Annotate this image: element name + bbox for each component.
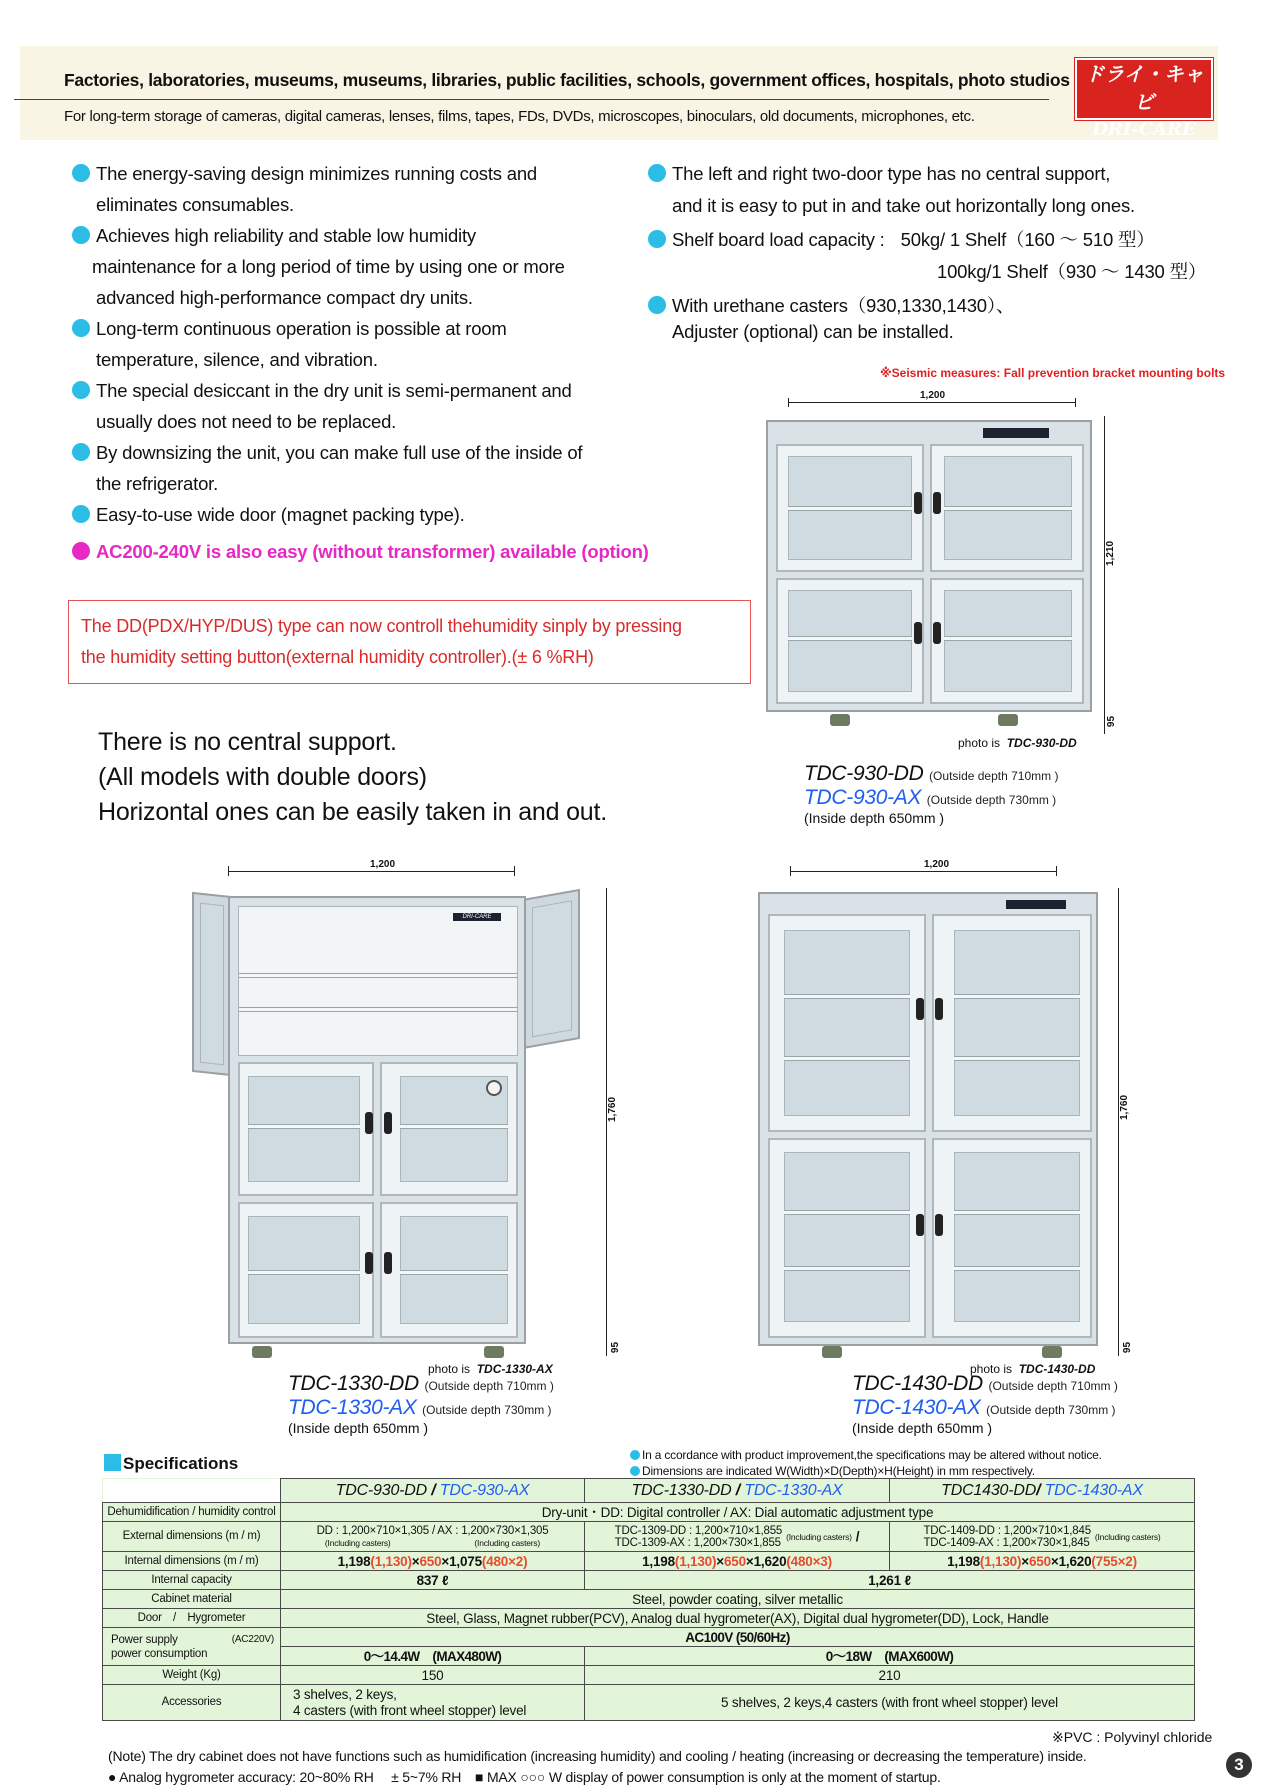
feature-item: With urethane casters（930,1330,1430）、: [648, 293, 1206, 319]
cabinet-1430-drawing: 1,200 1,760 95 photo is TDC-1430-DD: [752, 866, 1152, 1386]
caster-icon: [252, 1346, 272, 1358]
caster-icon: [484, 1346, 504, 1358]
table-row: Power supply (AC220V) power consumption AC100V (50/60Hz): [103, 1628, 1195, 1647]
table-row: Dehumidification / humidity control Dry-unit・DD: Digital controller / AX: Dial automatic adjustment type: [103, 1503, 1195, 1522]
bullet-icon: [72, 443, 90, 461]
door-handle: [384, 1252, 392, 1274]
cabinet-body: [758, 892, 1098, 1346]
pvc-note: ※PVC : Polyvinyl chloride: [1052, 1729, 1213, 1745]
caster-icon: [822, 1346, 842, 1358]
footer-accuracy-note: ● Analog hygrometer accuracy: 20~80% RH ± 5~7% RH ■ MAX ○○○ W display of power consumption is only at the moment of startup.: [108, 1769, 941, 1785]
feature-item-load: Shelf board load capacity : 50kg/ 1 Shelf（160 ～ 510 型）: [648, 223, 1206, 257]
door-handle: [365, 1252, 373, 1274]
hygrometer-display: [1006, 900, 1066, 909]
photo-caption: photo is TDC-930-DD: [958, 736, 1077, 750]
feature-item: Easy-to-use wide door (magnet packing type).: [72, 499, 649, 530]
bullet-icon: [648, 230, 666, 248]
photo-caption: photo is TDC-1430-DD: [970, 1362, 1096, 1376]
door-handle: [933, 492, 941, 514]
humidity-control-note: The DD(PDX/HYP/DUS) type can now controll thehumidity sinply by pressing the humidity setting button(external humidity controller).(± 6 %RH): [68, 600, 751, 684]
door-handle: [935, 998, 943, 1020]
dial-hygrometer-icon: [486, 1080, 502, 1096]
feature-item-option: AC200-240V is also easy (without transformer) available (option): [72, 536, 649, 567]
cabinet-1430-labels: TDC-1430-DD (Outside depth 710mm ) TDC-1430-AX (Outside depth 730mm ) (Inside depth 650mm ): [852, 1372, 1118, 1436]
table-row: Weight (Kg) 150 210: [103, 1666, 1195, 1685]
door-handle: [914, 492, 922, 514]
table-row: 0～14.4W (MAX480W) 0～18W (MAX600W): [103, 1647, 1195, 1666]
no-central-support-text: There is no central support. (All models with double doors) Horizontal ones can be easily taken in and out.: [98, 728, 607, 826]
table-row: Accessories 3 shelves, 2 keys, 4 casters (with front wheel stopper) level 5 shelves, 2 keys,4 casters (with front wheel stopper) level: [103, 1685, 1195, 1721]
door-handle: [916, 1214, 924, 1236]
cabinet-1330-labels: TDC-1330-DD (Outside depth 710mm ) TDC-1330-AX (Outside depth 730mm ) (Inside depth 650mm ): [288, 1372, 554, 1436]
hygrometer-display: [983, 428, 1049, 438]
header-divider: [14, 99, 1049, 100]
bullet-icon: [72, 319, 90, 337]
bullet-icon: [630, 1450, 640, 1460]
photo-caption: photo is TDC-1330-AX: [428, 1362, 553, 1376]
header-uses: Factories, laboratories, museums, museums, libraries, public facilities, schools, government offices, hospitals, photo studios: [64, 70, 1070, 90]
feature-item: Achieves high reliability and stable low humidity: [72, 220, 649, 251]
door-handle: [935, 1214, 943, 1236]
table-row: External dimensions (m / m) DD : 1,200×710×1,305 / AX : 1,200×730×1,305 (Including casters) (Including casters) TDC-1309-DD : 1,200×710×1,855 TDC-1309-AX : 1,200×730×1,855 (Including casters) / TDC-1409-DD : 1,200×710×1,845 TDC-1409-AX : 1,200×730×1,845 (Including casters): [103, 1522, 1195, 1552]
bullet-icon: [72, 505, 90, 523]
open-door-left: [192, 892, 232, 1076]
upper-compartment: [238, 906, 518, 1056]
features-right: The left and right two-door type has no central support, and it is easy to put in and take out horizontally long ones. Shelf board load capacity : 50kg/ 1 Shelf（160 ～ 510 型） 100kg/1 Shelf（930 ～ 1430 型） With urethane casters（930,1330,1430）、 Adjuster (optional) can be installed.: [648, 158, 1206, 345]
cabinet-body: [766, 420, 1092, 712]
table-row: Internal capacity 837 ℓ 1,261 ℓ: [103, 1571, 1195, 1590]
door-handle: [916, 998, 924, 1020]
feature-item: The left and right two-door type has no central support,: [648, 158, 1206, 189]
feature-item: The energy-saving design minimizes running costs and: [72, 158, 649, 189]
cabinet-1330-drawing: 1,200 1,760 95 DRI-CARE photo is TDC-1330-AX: [192, 866, 612, 1386]
section-square-icon: [104, 1454, 121, 1471]
door-handle: [365, 1112, 373, 1134]
bullet-icon: [72, 226, 90, 244]
specifications-table: [102, 1478, 1195, 1721]
footer-note: (Note) The dry cabinet does not have functions such as humidification (increasing humidity) and cooling / heating (increasing or decreasing the temperature) inside.: [108, 1748, 1087, 1764]
bullet-icon: [630, 1466, 640, 1476]
bullet-icon: [72, 542, 90, 560]
table-row: Internal dimensions (m / m) 1,198(1,130)×650×1,075(480×2) 1,198(1,130)×650×1,620(480×3) 1,198(1,130)×650×1,620(755×2): [103, 1552, 1195, 1571]
table-row: TDC-930-DD / TDC-930-AX TDC-1330-DD / TDC-1330-AX TDC1430-DD/ TDC-1430-AX: [103, 1479, 1195, 1503]
seismic-note: ※Seismic measures: Fall prevention bracket mounting bolts: [880, 366, 1226, 380]
table-row: Door / Hygrometer Steel, Glass, Magnet rubber(PCV), Analog dual hygrometer(AX), Digital dual hygrometer(DD), Lock, Handle: [103, 1609, 1195, 1628]
logo-bottom-text: DRI-CARE: [1092, 119, 1196, 140]
header-band: [20, 46, 1218, 140]
dri-care-logo: [1075, 58, 1213, 140]
logo-top-text: ドライ・キャビ: [1084, 62, 1204, 114]
cabinet-930-drawing: 1,200 1,210 95 photo is TDC-930-DD: [760, 398, 1100, 818]
spec-notes: In a ccordance with product improvement,the specifications may be altered without notice. Dimensions are indicated W(Width)×D(Depth)×H(Height) in mm respectively.: [630, 1447, 1102, 1479]
features-left: The energy-saving design minimizes running costs and eliminates consumables. Achieves high reliability and stable low humidity maintenance for a long period of time by using one or more advanced high-performance compact dry units. Long-term continuous operation is possible at room temperature, silence, and vibration. The special desiccant in the dry unit is semi-permanent and usually does not need to be replaced. By downsizing the unit, you can make full use of the inside of the refrigerator. Easy-to-use wide door (magnet packing type). AC200-240V is also easy (without transformer) available (option): [72, 158, 649, 567]
table-row: Cabinet material Steel, powder coating, silver metallic: [103, 1590, 1195, 1609]
caster-icon: [998, 714, 1018, 726]
feature-item: Long-term continuous operation is possible at room: [72, 313, 649, 344]
feature-item: By downsizing the unit, you can make full use of the inside of: [72, 437, 649, 468]
caster-icon: [830, 714, 850, 726]
bullet-icon: [648, 296, 666, 314]
bullet-icon: [72, 381, 90, 399]
door-handle: [933, 622, 941, 644]
door-handle: [384, 1112, 392, 1134]
door-handle: [914, 622, 922, 644]
feature-item: The special desiccant in the dry unit is semi-permanent and: [72, 375, 649, 406]
open-door-right: [522, 889, 580, 1049]
cabinet-body: [228, 896, 526, 1344]
header-storage: For long-term storage of cameras, digital cameras, lenses, films, tapes, FDs, DVDs, microscopes, binoculars, old documents, microphones, etc.: [64, 108, 975, 125]
bullet-icon: [648, 164, 666, 182]
cabinet-930-labels: TDC-930-DD (Outside depth 710mm ) TDC-930-AX (Outside depth 730mm ) (Inside depth 650mm ): [804, 762, 1059, 826]
page-number: 3: [1226, 1752, 1252, 1778]
caster-icon: [1042, 1346, 1062, 1358]
bullet-icon: [72, 164, 90, 182]
specifications-title: Specifications: [104, 1454, 238, 1474]
brand-plate: DRI-CARE: [453, 913, 501, 921]
